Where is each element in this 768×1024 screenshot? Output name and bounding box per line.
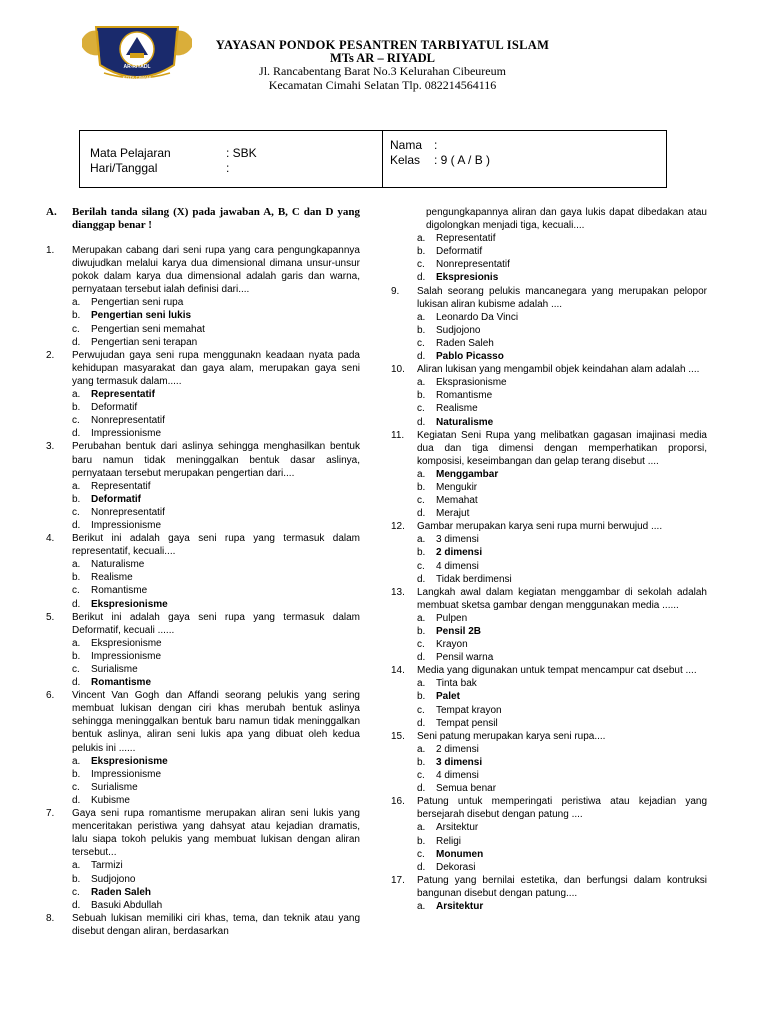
- question-6-option-b[interactable]: [46, 768, 360, 781]
- question-10-option-c[interactable]: [391, 402, 707, 415]
- question-number: 13.: [391, 586, 405, 598]
- option-text: Menggambar: [436, 468, 499, 480]
- question-3-option-c[interactable]: [46, 506, 360, 519]
- info-divider: [382, 131, 383, 187]
- option-letter: b.: [417, 691, 426, 703]
- option-text: Tempat pensil: [436, 717, 498, 729]
- option-text: Pengertian seni memahat: [91, 323, 205, 335]
- option-text: Naturalisme: [91, 559, 145, 571]
- question-14-stem: [391, 664, 707, 677]
- subject-value: : SBK: [226, 146, 257, 160]
- question-number: 14.: [391, 665, 405, 677]
- question-text: Patung untuk memperingati peristiwa atau kejadian yang bersejarah disebut dengan patung ....: [417, 796, 707, 821]
- option-text: Ekspresionis: [436, 272, 499, 284]
- option-letter: c.: [417, 337, 425, 349]
- option-letter: b.: [417, 626, 426, 637]
- option-text: 4 dimensi: [436, 770, 479, 782]
- option-letter: c.: [417, 639, 425, 651]
- option-letter: c.: [417, 403, 425, 415]
- option-text: Ekspresionisme: [91, 755, 168, 767]
- option-letter: a.: [417, 233, 426, 245]
- question-7-option-d[interactable]: [46, 899, 360, 912]
- option-text: Surialisme: [91, 781, 138, 793]
- question-10-option-d[interactable]: [391, 416, 707, 429]
- option-text: Impressionisme: [91, 768, 162, 780]
- option-text: Pensil 2B: [436, 626, 482, 637]
- question-14-option-c[interactable]: [391, 704, 707, 717]
- option-text: Krayon: [436, 639, 468, 651]
- option-letter: b.: [72, 650, 81, 662]
- questions-right-column: [391, 206, 707, 913]
- option-letter: d.: [417, 272, 426, 284]
- option-text: Realisme: [436, 403, 478, 415]
- option-text: Impressionisme: [91, 519, 162, 531]
- question-5-option-d[interactable]: [46, 676, 360, 689]
- option-text: Romantisme: [436, 390, 493, 402]
- question-10: [391, 363, 707, 428]
- option-letter: a.: [417, 900, 426, 912]
- option-letter: d.: [72, 598, 81, 610]
- option-text: Realisme: [91, 572, 133, 584]
- question-8-options: [391, 232, 707, 284]
- question-12: [391, 520, 707, 585]
- question-8: [46, 912, 360, 938]
- question-16-option-d[interactable]: [391, 861, 707, 874]
- option-letter: b.: [417, 390, 426, 402]
- option-text: Deformatif: [91, 493, 142, 505]
- option-letter: d.: [72, 794, 81, 806]
- question-text: Media yang digunakan untuk tempat mencampur cat dsebut ....: [417, 665, 697, 677]
- question-15: [391, 730, 707, 795]
- question-2-option-a[interactable]: [46, 388, 360, 401]
- option-letter: a.: [72, 860, 81, 872]
- question-11-option-b[interactable]: [391, 481, 707, 494]
- subject-label: Mata Pelajaran: [90, 146, 171, 160]
- option-text: Eksprasionisme: [436, 377, 507, 389]
- question-number: 17.: [391, 874, 405, 886]
- question-4-option-a[interactable]: [46, 558, 360, 571]
- option-text: Representatif: [91, 389, 155, 401]
- question-number: 8.: [46, 912, 55, 924]
- option-letter: c.: [72, 415, 80, 427]
- option-text: Romantisme: [91, 585, 148, 597]
- question-number: 10.: [391, 364, 405, 376]
- question-14-option-b[interactable]: [391, 690, 707, 703]
- question-11: [391, 429, 707, 521]
- question-2: [46, 349, 360, 441]
- question-text: Seni patung merupakan karya seni rupa....: [417, 730, 606, 742]
- logo-text-bottom: KOTA CIMAHI: [122, 75, 152, 80]
- option-text: Sudjojono: [91, 873, 136, 885]
- question-14-option-a[interactable]: [391, 677, 707, 690]
- option-text: Representatif: [91, 480, 151, 492]
- question-3-option-a[interactable]: [46, 480, 360, 493]
- question-7-option-c[interactable]: [46, 886, 360, 899]
- question-text: Berikut ini adalah gaya seni rupa yang termasuk dalam representatif, kecuali....: [72, 533, 360, 558]
- option-letter: b.: [72, 873, 81, 885]
- question-text: Vincent Van Gogh dan Affandi seorang pelukis yang sering membuat lukisan dengan ciri khas merubah bentuk aslinya sehingga meninggalkan bentuk baru namun tidak meninggalkan bentuk aslinya, aliran seni lukis apa yang dibuat oleh kedua pelukis ini ......: [72, 690, 360, 754]
- option-letter: a.: [417, 377, 426, 389]
- option-letter: d.: [417, 783, 426, 795]
- question-number: 9.: [391, 285, 400, 297]
- option-letter: b.: [72, 310, 81, 322]
- question-number: 4.: [46, 533, 55, 545]
- instruction: [46, 206, 360, 232]
- question-3: [46, 440, 360, 532]
- question-13-stem: [391, 586, 707, 612]
- question-13: [391, 586, 707, 665]
- question-number: 5.: [46, 611, 55, 623]
- question-16: [391, 795, 707, 874]
- question-9-option-b[interactable]: [391, 324, 707, 337]
- option-text: Pulpen: [436, 612, 468, 624]
- option-letter: c.: [417, 770, 425, 782]
- instruction-text: Berilah tanda silang (X) pada jawaban A, B, C dan D yang dianggap benar !: [72, 206, 360, 231]
- option-text: Pengertian seni lukis: [91, 310, 192, 322]
- option-letter: b.: [417, 547, 426, 559]
- date-value: :: [226, 161, 230, 175]
- question-text: Aliran lukisan yang mengambil objek keindahan alam adalah ....: [417, 364, 700, 376]
- option-letter: d.: [417, 351, 426, 363]
- option-text: Pengertian seni rupa: [91, 297, 184, 309]
- question-6-option-d[interactable]: [46, 794, 360, 807]
- option-letter: a.: [72, 755, 81, 767]
- question-9-stem: [391, 285, 707, 311]
- school-address: Jl. Rancabentang Barat No.3 Kelurahan Cibeureum: [259, 64, 506, 78]
- option-letter: d.: [417, 861, 426, 873]
- option-text: Religi: [436, 835, 462, 847]
- name-value: :: [434, 138, 438, 152]
- option-text: Raden Saleh: [91, 886, 152, 898]
- option-text: Surialisme: [91, 664, 138, 675]
- option-text: Semua benar: [436, 783, 497, 795]
- option-text: Impressionisme: [91, 650, 162, 662]
- option-letter: b.: [72, 768, 81, 780]
- option-text: Palet: [436, 691, 460, 703]
- question-16-option-b[interactable]: [391, 835, 707, 848]
- question-8-option-c[interactable]: [391, 258, 707, 271]
- question-text: Kegiatan Seni Rupa yang melibatkan gagasan imajinasi media dua dan tiga dimensi dengan memperhatikan proporsi, komposisi, keseimbangan dan gelap terang disebut ....: [417, 429, 707, 467]
- option-letter: a.: [417, 743, 426, 755]
- question-number: 12.: [391, 521, 405, 533]
- question-8-option-d[interactable]: [391, 271, 707, 284]
- option-letter: a.: [417, 468, 426, 480]
- question-number: 6.: [46, 690, 55, 702]
- option-text: 2 dimensi: [436, 743, 479, 755]
- option-letter: b.: [417, 756, 426, 768]
- option-text: Deformatif: [91, 402, 138, 414]
- option-letter: a.: [417, 311, 426, 323]
- question-5: [46, 611, 360, 690]
- option-text: Monumen: [436, 848, 484, 860]
- option-text: Romantisme: [91, 677, 152, 689]
- question-7: [46, 807, 360, 912]
- question-text: Sebuah lukisan memiliki ciri khas, tema, dan teknik atau yang disebut dengan aliran, berdasarkan: [72, 912, 360, 937]
- question-17-stem: [391, 874, 707, 900]
- question-text: Salah seorang pelukis mancanegara yang merupakan pelopor lukisan aliran kubisme adalah ....: [417, 285, 707, 310]
- question-13-option-c[interactable]: [391, 638, 707, 651]
- question-15-option-d[interactable]: [391, 782, 707, 795]
- foundation-name: YAYASAN PONDOK PESANTREN TARBIYATUL ISLAM: [215, 38, 550, 52]
- question-2-option-b[interactable]: [46, 401, 360, 414]
- option-letter: a.: [72, 297, 81, 309]
- option-text: Memahat: [436, 495, 478, 507]
- option-letter: d.: [72, 519, 81, 531]
- option-text: Sudjojono: [436, 324, 481, 336]
- option-letter: c.: [72, 506, 80, 518]
- option-text: Naturalisme: [436, 416, 494, 428]
- question-6: [46, 689, 360, 807]
- question-11-option-c[interactable]: [391, 494, 707, 507]
- question-11-stem: [391, 429, 707, 468]
- question-15-option-b[interactable]: [391, 756, 707, 769]
- option-text: 3 dimensi: [436, 534, 479, 546]
- question-2-option-d[interactable]: [46, 427, 360, 440]
- option-letter: d.: [417, 508, 426, 520]
- question-11-option-d[interactable]: [391, 507, 707, 520]
- option-text: Mengukir: [436, 481, 478, 493]
- question-12-option-b[interactable]: [391, 546, 707, 559]
- question-13-option-a[interactable]: [391, 612, 707, 625]
- option-letter: c.: [417, 495, 425, 507]
- question-5-option-b[interactable]: [46, 650, 360, 663]
- school-district: Kecamatan Cimahi Selatan Tlp. 082214564116: [268, 78, 497, 92]
- question-10-option-a[interactable]: [391, 376, 707, 389]
- option-letter: d.: [72, 899, 81, 911]
- question-17-option-a[interactable]: [391, 900, 707, 913]
- question-3-stem: [46, 440, 360, 479]
- option-letter: b.: [417, 246, 426, 258]
- option-letter: d.: [417, 717, 426, 729]
- option-letter: d.: [72, 677, 81, 689]
- question-2-stem: [46, 349, 360, 388]
- question-5-option-c[interactable]: [46, 663, 360, 676]
- option-text: Tempat krayon: [436, 704, 502, 716]
- option-text: Tinta bak: [436, 678, 477, 690]
- question-text: Patung yang bernilai estetika, dan berfungsi dalam kontruksi bangunan disebut dengan patung....: [417, 874, 707, 899]
- option-text: 4 dimensi: [436, 560, 479, 572]
- question-16-option-c[interactable]: [391, 848, 707, 861]
- question-14: [391, 664, 707, 729]
- option-text: Nonrepresentatif: [436, 259, 510, 271]
- question-number: 11.: [391, 429, 405, 441]
- question-7-option-a[interactable]: [46, 859, 360, 872]
- option-letter: b.: [72, 572, 81, 584]
- question-15-option-a[interactable]: [391, 743, 707, 756]
- option-text: Leonardo Da Vinci: [436, 311, 519, 323]
- question-16-stem: [391, 795, 707, 821]
- option-text: Impressionisme: [91, 428, 162, 440]
- question-number: 1.: [46, 245, 55, 256]
- option-letter: c.: [72, 664, 80, 675]
- question-10-option-b[interactable]: [391, 389, 707, 402]
- option-text: Arsitektur: [436, 900, 484, 912]
- question-text: Perwujudan gaya seni rupa menggunakn keadaan nyata pada kehidupan masyarakat dan gaya alam, merupakan gaya seni yang termasuk dalam.....: [72, 349, 360, 387]
- question-12-option-d[interactable]: [391, 573, 707, 586]
- question-1: [46, 244, 360, 349]
- school-logo: [74, 19, 200, 89]
- question-8-continuation: pengungkapannya aliran dan gaya lukis dapat dibedakan atau digolongkan menjadi tiga, kecuali....: [426, 207, 707, 232]
- question-1-stem: [46, 244, 360, 296]
- question-11-option-a[interactable]: [391, 468, 707, 481]
- question-4-option-b[interactable]: [46, 571, 360, 584]
- question-12-option-c[interactable]: [391, 560, 707, 573]
- option-text: Pensil warna: [436, 652, 494, 664]
- option-text: Merajut: [436, 508, 470, 520]
- question-16-option-a[interactable]: [391, 821, 707, 834]
- option-text: Ekspresionisme: [91, 598, 168, 610]
- school-name: MTs AR – RIYADL: [329, 51, 435, 65]
- option-letter: b.: [417, 835, 426, 847]
- question-8-option-a[interactable]: [391, 232, 707, 245]
- option-letter: a.: [417, 678, 426, 690]
- question-4: [46, 532, 360, 611]
- option-text: 3 dimensi: [436, 756, 483, 768]
- question-text: Gaya seni rupa romantisme merupakan aliran seni lukis yang menceritakan peristiwa yang dahsyat atau kejadian dramatis, lalu siapa tokoh pelukis yang membuat lukisan dengan aliran tersebut...: [72, 808, 360, 859]
- option-letter: a.: [72, 480, 81, 492]
- option-letter: c.: [417, 560, 425, 572]
- question-text: Perubahan bentuk dari aslinya sehingga menghasilkan bentuk baru namun tidak meninggalkan bentuk dasar aslinya, pernyataan tersebut merupakan pengertian dari....: [72, 441, 360, 479]
- question-7-stem: [46, 807, 360, 859]
- question-15-option-c[interactable]: [391, 769, 707, 782]
- question-12-stem: [391, 520, 707, 533]
- logo-text-top: AR-RIYADL: [123, 64, 151, 70]
- option-text: Raden Saleh: [436, 337, 494, 349]
- option-text: Tidak berdimensi: [436, 573, 512, 585]
- date-label: Hari/Tanggal: [90, 161, 158, 175]
- option-letter: a.: [417, 612, 426, 624]
- option-text: Arsitektur: [436, 822, 479, 834]
- questions-right-list: [391, 285, 707, 914]
- questions-left-column: [46, 244, 360, 938]
- option-letter: c.: [417, 704, 425, 716]
- question-3-option-d[interactable]: [46, 519, 360, 532]
- option-letter: a.: [72, 559, 81, 571]
- question-12-option-a[interactable]: [391, 533, 707, 546]
- option-letter: a.: [72, 637, 81, 649]
- option-text: Nonrepresentatif: [91, 415, 165, 427]
- question-number: 3.: [46, 441, 55, 453]
- option-letter: c.: [72, 781, 80, 793]
- question-13-option-b[interactable]: [391, 625, 707, 638]
- question-text: Langkah awal dalam kegiatan menggambar di sekolah adalah membuat sketsa gambar dengan menggunakan media ......: [417, 586, 707, 611]
- option-letter: c.: [72, 323, 80, 335]
- option-letter: a.: [417, 534, 426, 546]
- question-1-option-c[interactable]: [46, 323, 360, 336]
- option-text: Representatif: [436, 233, 496, 245]
- option-text: Nonrepresentatif: [91, 506, 165, 518]
- option-text: Dekorasi: [436, 861, 476, 873]
- option-text: Pablo Picasso: [436, 351, 504, 363]
- question-text: Gambar merupakan karya seni rupa murni berwujud ....: [417, 521, 663, 533]
- question-14-option-d[interactable]: [391, 717, 707, 730]
- question-4-option-c[interactable]: [46, 584, 360, 597]
- class-value: : 9 ( A / B ): [434, 153, 491, 167]
- question-number: 16.: [391, 796, 405, 808]
- question-8-stem: [46, 912, 360, 938]
- option-text: Pengertian seni terapan: [91, 336, 198, 348]
- option-letter: d.: [72, 428, 81, 440]
- question-17: [391, 874, 707, 913]
- exam-info-box: [79, 130, 667, 188]
- question-text: Merupakan cabang dari seni rupa yang cara pengungkapannya diwujudkan melalui karya dua dimensional dimana unsur-unsur pokok dalam karya dua dimensional adalah garis dan warna, pernyataan tersebut ialah definisi dari....: [72, 245, 360, 296]
- question-9-option-c[interactable]: [391, 337, 707, 350]
- question-4-option-d[interactable]: [46, 598, 360, 611]
- option-letter: d.: [417, 416, 426, 428]
- question-9-option-a[interactable]: [391, 311, 707, 324]
- question-6-option-a[interactable]: [46, 755, 360, 768]
- option-letter: d.: [417, 573, 426, 585]
- question-6-option-c[interactable]: [46, 781, 360, 794]
- option-letter: b.: [72, 493, 81, 505]
- option-letter: c.: [72, 886, 80, 898]
- question-1-option-a[interactable]: [46, 296, 360, 309]
- option-letter: b.: [417, 481, 426, 493]
- option-text: Basuki Abdullah: [91, 899, 163, 911]
- question-15-stem: [391, 730, 707, 743]
- question-5-option-a[interactable]: [46, 637, 360, 650]
- class-label: Kelas: [390, 153, 421, 167]
- question-number: 15.: [391, 730, 405, 742]
- option-letter: b.: [72, 402, 81, 414]
- option-letter: c.: [417, 848, 425, 860]
- question-1-option-b[interactable]: [46, 309, 360, 322]
- question-text: Berikut ini adalah gaya seni rupa yang termasuk dalam Deformatif, kecuali ......: [72, 611, 360, 636]
- option-letter: a.: [417, 822, 426, 834]
- question-13-option-d[interactable]: [391, 651, 707, 664]
- name-label: Nama: [390, 138, 423, 152]
- option-text: Kubisme: [91, 794, 130, 806]
- option-text: Deformatif: [436, 246, 483, 258]
- option-letter: a.: [72, 389, 81, 401]
- option-text: Ekspresionisme: [91, 637, 162, 649]
- option-text: Tarmizi: [91, 860, 123, 872]
- question-9-option-d[interactable]: [391, 350, 707, 363]
- question-4-stem: [46, 532, 360, 558]
- question-1-option-d[interactable]: [46, 336, 360, 349]
- option-letter: b.: [417, 324, 426, 336]
- question-7-option-b[interactable]: [46, 873, 360, 886]
- option-letter: c.: [72, 585, 80, 597]
- question-5-stem: [46, 611, 360, 637]
- option-text: 2 dimensi: [436, 547, 483, 559]
- question-2-option-c[interactable]: [46, 414, 360, 427]
- option-letter: d.: [417, 652, 426, 664]
- question-number: 2.: [46, 349, 55, 361]
- question-9: [391, 285, 707, 364]
- option-letter: d.: [72, 336, 81, 348]
- question-number: 7.: [46, 808, 55, 820]
- option-letter: c.: [417, 259, 425, 271]
- instruction-marker: A.: [46, 206, 57, 218]
- question-3-option-b[interactable]: [46, 493, 360, 506]
- question-10-stem: [391, 363, 707, 376]
- question-6-stem: [46, 689, 360, 754]
- question-8-option-b[interactable]: [391, 245, 707, 258]
